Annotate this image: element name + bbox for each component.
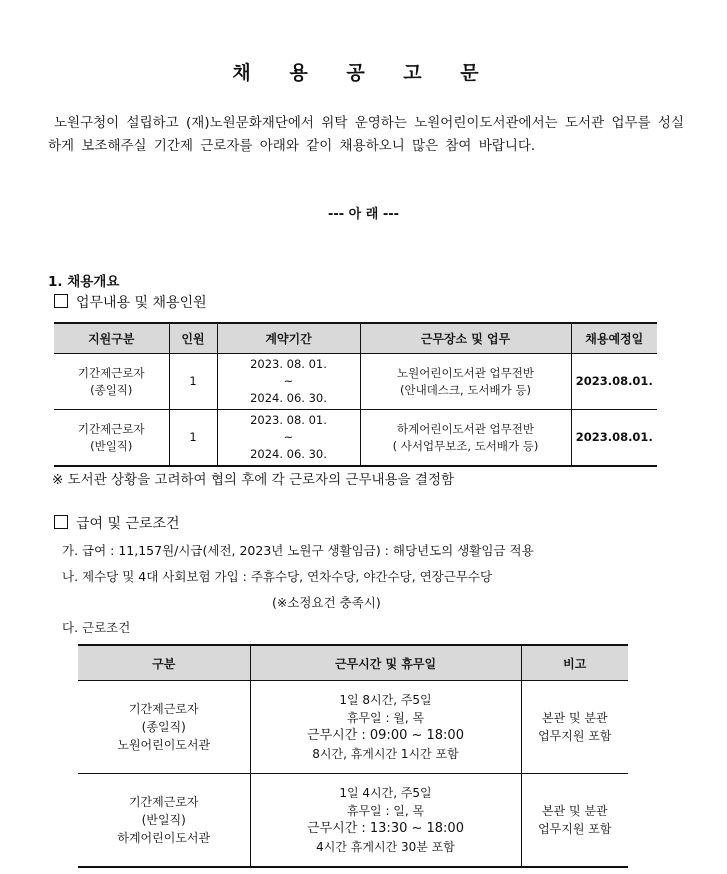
- category-subtext: (반일직): [141, 813, 186, 827]
- page-title: 채 용 공 고 문: [232, 62, 495, 84]
- table-header-cell: 지원구분: [54, 323, 169, 354]
- table-header-cell: 근무장소 및 업무: [360, 323, 571, 354]
- worktime-text: 근무시간 : 13:30 ~ 18:00: [307, 821, 464, 836]
- hours-text: 1일 8시간, 주5일: [339, 693, 432, 707]
- period-separator: ~: [283, 430, 294, 444]
- count-cell: 1: [169, 410, 217, 467]
- allowance-line: 나. 제수당 및 4대 사회보험 가입 : 주휴수당, 연차수당, 야간수당, 연장근무수당: [62, 569, 493, 584]
- section1-subheading: [54, 292, 207, 312]
- hours-cell: [250, 681, 521, 774]
- category-subtext: (종일직): [141, 720, 186, 734]
- remarks-subtext: 업무지원 포함: [538, 729, 612, 743]
- table-row: [54, 354, 657, 410]
- table-header-cell: 비고: [521, 645, 628, 681]
- category-cell: [78, 681, 250, 774]
- table-header-cell: 채용예정일: [571, 323, 657, 354]
- period-start: 2023. 08. 01.: [250, 357, 327, 371]
- category-text: 기간제근로자: [128, 795, 199, 809]
- hours-text: 1일 4시간, 주5일: [339, 786, 432, 800]
- place-text: 노원어린이도서관 업무전반: [397, 365, 534, 380]
- category-cell: [78, 774, 250, 868]
- category-location: 노원어린이도서관: [117, 738, 211, 752]
- type-text: 기간제근로자: [77, 365, 145, 380]
- date-cell: 2023.08.01.: [571, 410, 657, 467]
- table-header-cell: 구분: [78, 645, 250, 681]
- table-header-cell: 계약기간: [217, 323, 360, 354]
- table-row: [54, 410, 657, 467]
- period-end: 2024. 06. 30.: [250, 391, 327, 405]
- period-end: 2024. 06. 30.: [250, 447, 327, 461]
- worktime-text: 근무시간 : 09:00 ~ 18:00: [307, 728, 464, 743]
- dayoff-text: 휴무일 : 월, 목: [346, 711, 425, 725]
- conditions-line: 다. 근로조건: [62, 620, 131, 635]
- table-note: ※ 도서관 상황을 고려하여 협의 후에 각 근로자의 근무내용을 결정함: [52, 472, 455, 488]
- place-cell: [360, 354, 571, 410]
- intro-paragraph: 노원구청이 설립하고 (재)노원문화재단에서 위탁 운영하는 노원어린이도서관에서는 도서관 업무를 성실하게 보조해주실 기간제 근로자를 아래와 같이 채용하오니 많은 참여 바랍니다.: [48, 115, 684, 154]
- period-cell: [217, 354, 360, 410]
- recruitment-table: [54, 322, 657, 467]
- type-text: 기간제근로자: [77, 421, 145, 436]
- remarks-cell: [521, 681, 628, 774]
- table-row: [78, 681, 628, 774]
- place-subtext: ( 사서업무보조, 도서배가 등): [392, 438, 539, 453]
- remarks-text: 본관 및 분관: [541, 711, 608, 725]
- table-header-cell: 근무시간 및 휴무일: [250, 645, 521, 681]
- section2-subheading-text: 급여 및 근로조건: [76, 516, 180, 532]
- place-text: 하계어린이도서관 업무전반: [397, 421, 534, 436]
- table-row: [78, 774, 628, 868]
- count-cell: 1: [169, 354, 217, 410]
- date-cell: 2023.08.01.: [571, 354, 657, 410]
- section1-heading: 1. 채용개요: [48, 274, 120, 290]
- table-header-row: [78, 645, 628, 681]
- period-cell: [217, 410, 360, 467]
- allowance-note: (※소정요건 충족시): [272, 595, 381, 610]
- remarks-cell: [521, 774, 628, 868]
- below-heading: --- 아 래 ---: [327, 207, 400, 222]
- hours-cell: [250, 774, 521, 868]
- break-text: 4시간 휴게시간 30분 포함: [316, 840, 455, 854]
- table-header-row: [54, 323, 657, 354]
- remarks-text: 본관 및 분관: [541, 804, 608, 818]
- checkbox-square-icon: [54, 515, 68, 529]
- table-header-cell: 인원: [169, 323, 217, 354]
- break-text: 8시간, 휴게시간 1시간 포함: [312, 747, 459, 761]
- period-start: 2023. 08. 01.: [250, 413, 327, 427]
- section1-subheading-text: 업무내용 및 채용인원: [76, 295, 207, 311]
- category-location: 하계어린이도서관: [117, 831, 211, 845]
- section2-subheading: [54, 513, 180, 533]
- type-subtext: (종일직): [90, 382, 133, 397]
- type-cell: [54, 410, 169, 467]
- salary-line: 가. 급여 : 11,157원/시급(세전, 2023년 노원구 생활임금) : 해당년도의 생활임금 적용: [62, 543, 534, 558]
- place-subtext: (안내데스크, 도서배가 등): [399, 382, 532, 397]
- remarks-subtext: 업무지원 포함: [538, 822, 612, 836]
- category-text: 기간제근로자: [128, 702, 199, 716]
- dayoff-text: 휴무일 : 일, 목: [346, 804, 425, 818]
- period-separator: ~: [283, 374, 294, 388]
- place-cell: [360, 410, 571, 467]
- checkbox-square-icon: [54, 294, 68, 308]
- type-subtext: (반일직): [90, 438, 133, 453]
- conditions-table: [78, 644, 628, 868]
- type-cell: [54, 354, 169, 410]
